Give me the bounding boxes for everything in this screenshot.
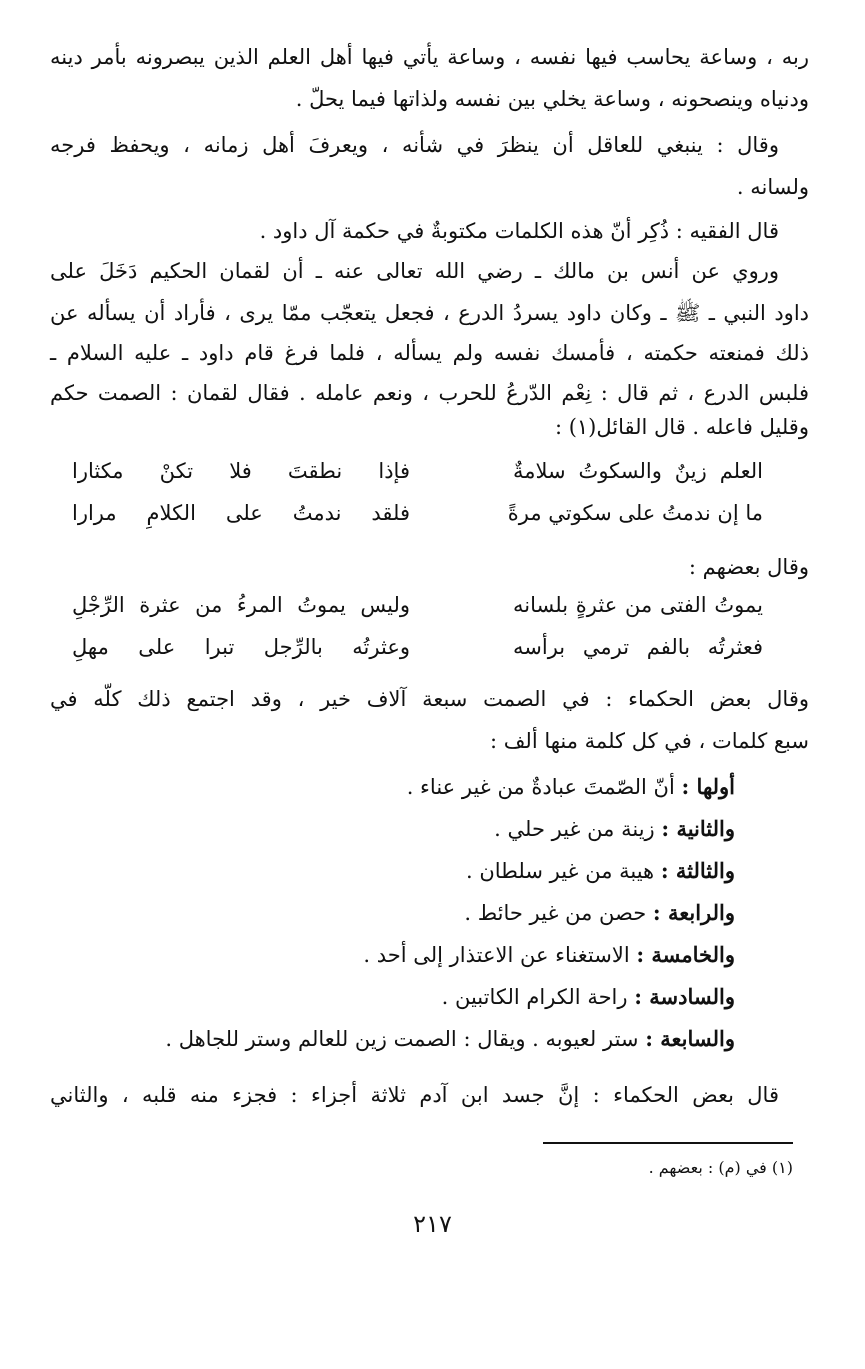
verse-first-half: يموتُ الفتى من عثرةٍ بلسانه bbox=[513, 593, 763, 617]
text-line: وقال بعض الحكماء : في الصمت سبعة آلاف خير ، وقد اجتمع ذلك كلّه في bbox=[50, 687, 809, 711]
text-line: وقليل فاعله . قال القائل(١) : bbox=[554, 415, 809, 439]
list-item bbox=[494, 814, 735, 844]
text-line: وروي عن أنس بن مالك ـ رضي الله تعالى عنه ـ أن لقمان الحكيم دَخَلَ على bbox=[50, 259, 779, 283]
verse-second-half: فلقد ندمتُ على الكلامِ مرارا bbox=[72, 501, 410, 525]
list-item bbox=[165, 1024, 735, 1054]
text-line: وقال بعضهم : bbox=[688, 555, 809, 579]
verse-first-half: فعثرتُه بالفم ترمي برأسه bbox=[513, 635, 763, 659]
list-item bbox=[464, 898, 735, 928]
item-text: حصن من غير حائط . bbox=[464, 901, 647, 925]
item-text: ستر لعيوبه . ويقال : الصمت زين للعالم وستر للجاهل . bbox=[165, 1027, 639, 1051]
list-item bbox=[407, 772, 735, 802]
item-text: الاستغناء عن الاعتذار إلى أحد . bbox=[363, 943, 630, 967]
page-number: ٢١٧ bbox=[413, 1210, 452, 1238]
item-label: والثالثة : bbox=[660, 858, 735, 883]
item-label: والثانية : bbox=[661, 816, 735, 841]
list-item bbox=[442, 982, 735, 1012]
verse-second-half: وعثرتُه بالرِّجل تبرا على مهلِ bbox=[72, 635, 410, 659]
verse-second-half: فإذا نطقتَ فلا تكنْ مكثارا bbox=[72, 459, 410, 483]
item-label: والرابعة : bbox=[652, 900, 735, 925]
text-line: ودنياه وينصحونه ، وساعة يخلي بين نفسه ولذاتها فيما يحلّ . bbox=[295, 87, 809, 111]
text-line: ربه ، وساعة يحاسب فيها نفسه ، وساعة يأتي فيها أهل العلم الذين يبصرونه بأمر دينه bbox=[50, 45, 809, 69]
item-label: والسادسة : bbox=[634, 984, 735, 1009]
text-line: قال بعض الحكماء : إنَّ جسد ابن آدم ثلاثة أجزاء : فجزء منه قلبه ، والثاني bbox=[50, 1083, 779, 1107]
text-line: قال الفقيه : ذُكِر أنّ هذه الكلمات مكتوبةٌ في حكمة آل داود . bbox=[259, 219, 779, 243]
text-line: فلبس الدرع ، ثم قال : نِعْم الدّرعُ للحرب ، ونعم عامله . فقال لقمان : الصمت حكم bbox=[50, 381, 809, 405]
verse-first-half: ما إن ندمتُ على سكوتي مرةً bbox=[507, 501, 763, 525]
list-item bbox=[466, 856, 735, 886]
text-line: سبع كلمات ، في كل كلمة منها ألف : bbox=[489, 729, 809, 753]
item-text: زينة من غير حلي . bbox=[494, 817, 655, 841]
text-line: ذلك فمنعته حكمته ، فأمسك نفسه ولم يسأله ، فلما فرغ قام داود ـ عليه السلام ـ bbox=[50, 341, 809, 365]
item-text: راحة الكرام الكاتبين . bbox=[441, 985, 628, 1009]
footnote: (١) في (م) : بعضهم . bbox=[648, 1158, 793, 1177]
text-line: داود النبي ـ ﷺ ـ وكان داود يسردُ الدرع ، فجعل يتعجّب ممّا يرى ، فأراد أن يسأله عن bbox=[50, 301, 809, 325]
text-line: وقال : ينبغي للعاقل أن ينظرَ في شأنه ، ويعرفَ أهل زمانه ، ويحفظ فرجه bbox=[50, 133, 779, 157]
verse-first-half: العلم زينٌ والسكوتُ سلامةٌ bbox=[513, 459, 763, 483]
list-item bbox=[363, 940, 735, 970]
text-line: ولسانه . bbox=[736, 175, 809, 199]
item-text: هيبة من غير سلطان . bbox=[466, 859, 655, 883]
item-text: أنّ الصّمتَ عبادةٌ من غير عناء . bbox=[406, 775, 675, 799]
item-label: أولها : bbox=[681, 774, 735, 799]
item-label: والخامسة : bbox=[636, 942, 735, 967]
verse-second-half: وليس يموتُ المرءُ من عثرة الرِّجْلِ bbox=[72, 593, 410, 617]
footnote-divider bbox=[543, 1142, 793, 1144]
item-label: والسابعة : bbox=[645, 1026, 735, 1051]
